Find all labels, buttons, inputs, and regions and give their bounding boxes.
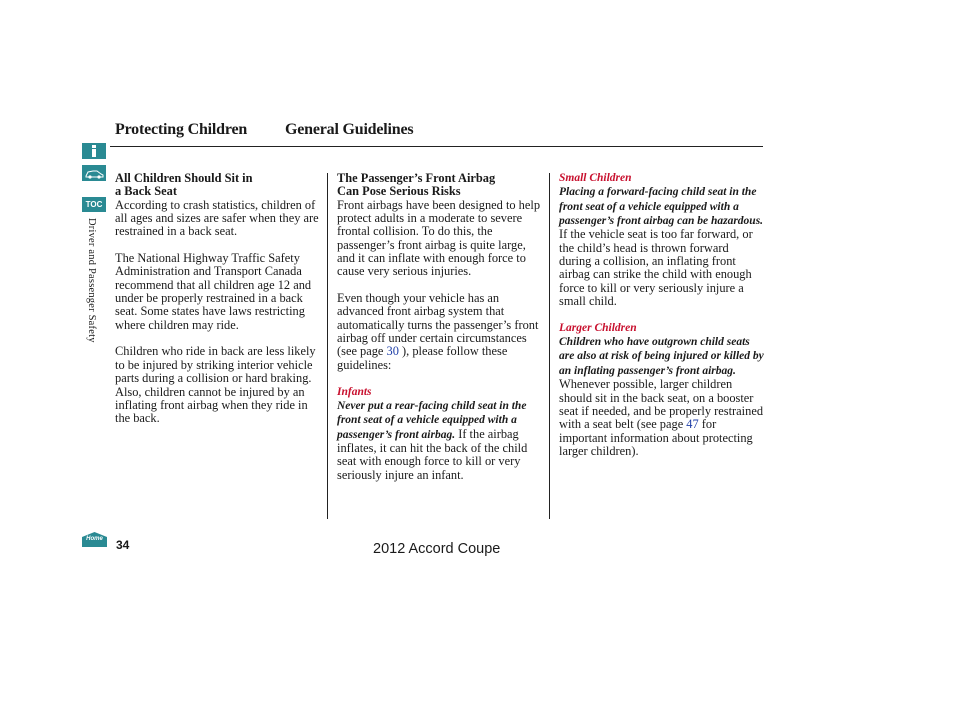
model-footer: 2012 Accord Coupe <box>373 541 501 557</box>
larger-children-paragraph: Children who have outgrown child seats are also at risk of being injured or killed by an inflating passenger’s front airbag. Whenever possible, larger children should sit in the back seat, on a booster seat if needed, and be properly restrained with a seat belt (see page 47 for important information about protecting larger children). <box>559 336 764 458</box>
section-title: Protecting Children <box>115 121 248 138</box>
col1-paragraph-1: According to crash statistics, children of all ages and sizes are safer when they are restrained in a back seat. <box>115 197 319 239</box>
column-divider <box>327 173 328 519</box>
col2-paragraph-1: Front airbags have been designed to help protect adults in a moderate to severe frontal collision. To do this, the passenger’s front airbag is quite large, and it can inflate with enough force to cause very serious injuries. <box>337 197 541 279</box>
column-3 <box>559 172 764 472</box>
chapter-label: Driver and Passenger Safety <box>86 218 97 343</box>
info-icon[interactable] <box>82 143 106 159</box>
subsection-title: General Guidelines <box>285 121 414 138</box>
col1-paragraph-2: The National Highway Traffic Safety Administration and Transport Canada recommend that all children age 12 and under be properly restrained in a back seat. Some states have laws restricting where children may ride. <box>115 251 312 332</box>
page-heading <box>115 121 414 139</box>
column-1 <box>115 172 320 439</box>
column-2 <box>337 172 542 495</box>
small-children-paragraph: Placing a forward-facing child seat in the front seat of a vehicle equipped with a passenger’s front airbag can be hazardous. If the vehicle seat is too far forward, or the child’s head is thrown forward during a collision, an inflating front airbag can strike the child with enough force to kill or very seriously injure a small child. <box>559 186 764 309</box>
home-button[interactable] <box>81 531 108 548</box>
col2-heading: The Passenger’s Front Airbag Can Pose Serious Risks <box>337 171 496 199</box>
col2-paragraph-2: Even though your vehicle has an advanced front airbag system that automatically turns the passenger’s front airbag off under certain circumstances (see page 30 ), please follow these guidelines: <box>337 291 539 372</box>
page-link-30[interactable]: 30 <box>386 344 399 359</box>
page-number: 34 <box>116 538 130 552</box>
heading-rule <box>110 146 763 147</box>
car-icon[interactable] <box>82 165 106 181</box>
page-link-47[interactable]: 47 <box>686 417 699 432</box>
column-divider <box>549 173 550 519</box>
small-children-heading: Small Children <box>559 172 632 184</box>
larger-children-heading: Larger Children <box>559 321 637 334</box>
col1-paragraph-3: Children who ride in back are less likely to be injured by striking interior vehicle parts during a collision or hard braking. Also, children cannot be injured by an inflating front airbag when they ride in the back. <box>115 344 316 426</box>
infants-heading: Infants <box>337 385 372 398</box>
home-label: Home <box>86 536 103 542</box>
col1-heading: All Children Should Sit in a Back Seat <box>115 171 253 199</box>
toc-button[interactable]: TOC <box>82 197 106 212</box>
infants-paragraph: Never put a rear-facing child seat in the front seat of a vehicle equipped with a passenger’s front airbag. If the airbag inflates, it can hit the back of the child seat with enough force to kill or very seriously injure an infant. <box>337 399 528 482</box>
